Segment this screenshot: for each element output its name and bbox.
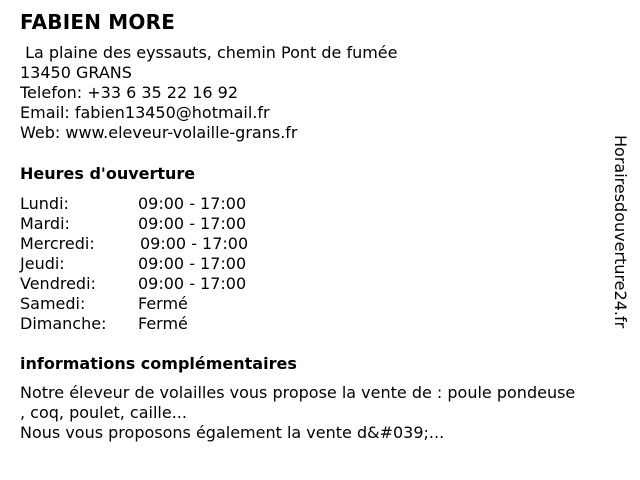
- hours-time: 09:00 - 17:00: [138, 214, 247, 233]
- hours-time: 09:00 - 17:00: [138, 194, 247, 213]
- hours-day: Mercredi:: [20, 234, 95, 253]
- phone-text: Telefon: +33 6 35 22 16 92: [20, 83, 239, 102]
- hours-time: 09:00 - 17:00: [138, 254, 247, 273]
- hours-time: 09:00 - 17:00: [138, 274, 247, 293]
- web-text: Web: www.eleveur-volaille-grans.fr: [20, 123, 298, 142]
- address-street: La plaine des eyssauts, chemin Pont de fumée: [20, 43, 398, 62]
- email-text: Email: fabien13450@hotmail.fr: [20, 103, 270, 122]
- hours-heading: Heures d'ouverture: [20, 164, 196, 183]
- hours-day: Mardi:: [20, 214, 70, 233]
- info-line: , coq, poulet, caille...: [20, 403, 187, 422]
- hours-day: Samedi:: [20, 294, 86, 313]
- address-city: 13450 GRANS: [20, 63, 132, 82]
- info-heading: informations complémentaires: [20, 354, 297, 373]
- hours-time: Fermé: [138, 314, 188, 333]
- side-watermark: Horairesdouverture24.fr: [611, 135, 630, 329]
- hours-time: 09:00 - 17:00: [140, 234, 249, 253]
- hours-day: Jeudi:: [20, 254, 65, 273]
- business-name: FABIEN MORE: [20, 10, 176, 34]
- hours-time: Fermé: [138, 294, 188, 313]
- hours-day: Vendredi:: [20, 274, 96, 293]
- info-line: Nous vous proposons également la vente d&#039;...: [20, 423, 445, 442]
- hours-day: Lundi:: [20, 194, 69, 213]
- business-contact: [20, 43, 397, 143]
- info-line: Notre éleveur de volailles vous propose la vente de : poule pondeuse: [20, 383, 576, 402]
- hours-day: Dimanche:: [20, 314, 107, 333]
- info-text: [20, 383, 630, 443]
